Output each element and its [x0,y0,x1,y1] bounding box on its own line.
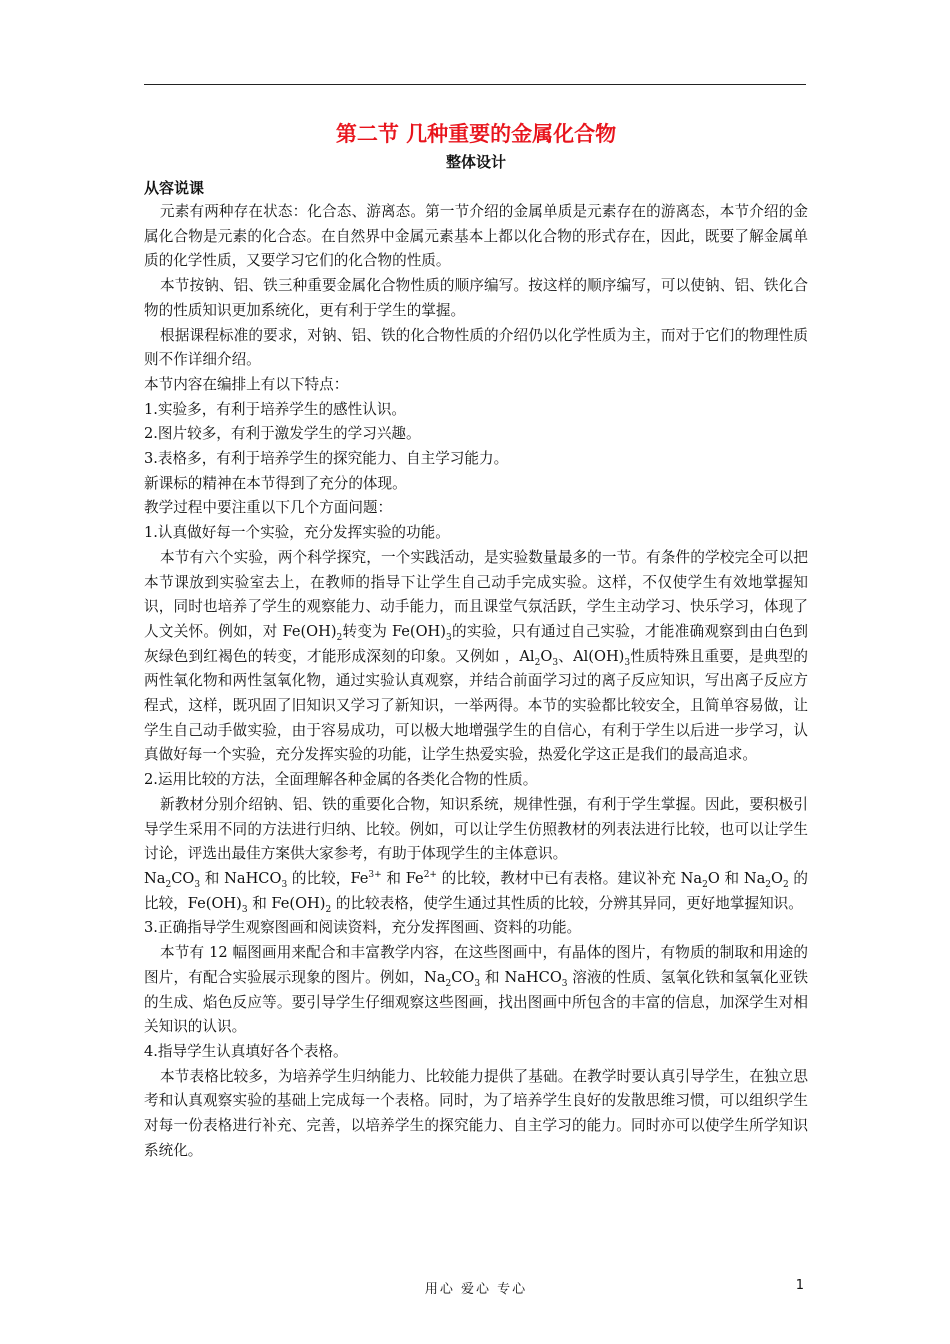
subscript: 3 [624,657,631,668]
footer-motto: 用心 爱心 专心 [424,1282,528,1297]
text-run: CO [171,869,195,887]
section-heading: 从容说课 [144,179,205,197]
text-run: O [771,869,783,887]
subscript: 2 [165,879,172,890]
text-run: 本节有 12 幅图画用来配合和丰富教学内容，在这些图画中，有晶体的图片，有物质的制取和用途的图片，有配合实验展示现象的图片。例如，Na [144,944,808,986]
paragraph-2: 本节按钠、铝、铁三种重要金属化合物性质的顺序编写。按这样的顺序编写，可以使钠、铝、铁化合物的性质知识更加系统化，更有利于学生的掌握。 [144,277,808,319]
list-item: 3.表格多，有利于培养学生的探究能力、自主学习能力。 [144,450,509,468]
text-run: Na [144,869,166,887]
issue-heading-3: 3.正确指导学生观察图画和阅读资料，充分发挥图画、资料的功能。 [144,919,582,937]
subscript: 2 [534,657,541,668]
text-run: O 和 Na [707,869,766,887]
text-run: 的比较，Fe(OH) [144,869,809,912]
issue-heading-2: 2.运用比较的方法，全面理解各种金属的各类化合物的性质。 [144,771,538,789]
list-item: 1.实验多，有利于培养学生的感性认识。 [144,400,407,418]
text-run: 的实验，只有通过自己实验，才能准确观察到由白色到灰绿色到红褐色的转变，才能形成深刻的印象。又例如 ，Al [144,622,808,665]
paragraph-pictures [144,941,808,1040]
subscript: 3 [561,978,568,989]
paragraph-3: 根据课程标准的要求，对钠、铝、铁的化合物性质的介绍仍以化学性质为主，而对于它们的物理性质则不作详细介绍。 [144,326,808,369]
text-run: 的比较表格，使学生通过其性质的比较，分辨其异同，更好地掌握知识。 [331,894,803,912]
subscript: 3 [445,632,452,643]
page-number: 1 [795,1278,804,1293]
summary-line: 新课标的精神在本节得到了充分的体现。 [144,474,407,492]
issue-heading-1: 1.认真做好每一个实验，充分发挥实验的功能。 [144,524,450,542]
text-run: 转变为 Fe(OH) [342,622,446,640]
list-intro: 本节内容在编排上有以下特点： [144,375,349,393]
subscript: 3 [552,657,559,668]
header-rule [144,84,806,85]
paragraph-comparison-tables [144,867,808,916]
text-run: 性质特殊且重要，是典型的两性氧化物和两性氢氧化物，通过实验认真观察，并结合前面学习过的离子反应知识，写出离子反应方程式，这样，既巩固了旧知识又学习了新知识，一举两得。本节的实验都比较安全，且简单容易做，让学生自己动手做实验，由于容易成功，可以极大地增强学生的自信心，有利于学生以后进一步学习，认真做好每一个实验，充分发挥实验的功能，让学生热爱实验，热爱化学这正是我们的最高追求。 [144,647,808,764]
superscript: 3+ [368,870,382,881]
superscript: 2+ [423,870,437,881]
paragraph-1: 元素有两种存在状态：化合态、游离态。第一节介绍的金属单质是元素存在的游离态，本节介绍的金属化合物是元素的化合态。在自然界中金属元素基本上都以化合物的形式存在，因此，既要了解金属单质的化学性质，又要学习它们的化合物的性质。 [144,203,808,270]
subscript: 2 [702,879,708,890]
text-run: 的比较，教材中已有表格。建议补充 Na [436,869,703,887]
paragraph-experiments [144,546,808,768]
subscript: 2 [336,632,343,643]
text-run: 和 NaHCO [480,968,562,986]
document-body [144,118,808,1163]
text-run: 本节有六个实验，两个科学探究，一个实践活动，是实验数量最多的一节。有条件的学校完全可以把本节课放到实验室去上，在教师的指导下让学生自己动手完成实验。这样，不仅使学生有效地掌握知识，同时也培养了学生的观察能力、动手能力，而且课堂气氛活跃，学生主动学习、快乐学习，体现了人文关怀。例如，对 Fe(OH) [144,548,808,640]
issue-heading-4: 4.指导学生认真填好各个表格。 [144,1042,348,1060]
subscript: 3 [194,879,201,890]
subscript: 2 [783,879,789,890]
subscript: 3 [474,978,481,989]
text-run: 溶液的性质、氢氧化铁和氢氧化亚铁的生成、焰色反应等。要引导学生仔细观察这些图画，找出图画中所包含的丰富的信息，加深学生对相关知识的认识。 [144,968,808,1036]
text-run: 、Al(OH) [558,647,625,665]
subscript: 2 [445,978,452,989]
paragraph-comparison: 新教材分别介绍钠、铝、铁的重要化合物，知识系统，规律性强，有利于学生掌握。因此，要积极引导学生采用不同的方法进行归纳、比较。例如，可以让学生仿照教材的列表法进行比较，也可以让学生讨论，评选出最佳方案供大家参考，有助于体现学生的主体意识。 [144,795,808,863]
issues-intro: 教学过程中要注重以下几个方面问题： [144,499,393,517]
text-run: 和 Fe(OH) [247,894,326,912]
text-run: 的比较，Fe [287,869,369,887]
subscript: 2 [325,904,332,915]
text-run: O [540,647,553,665]
list-item: 2.图片较多，有利于激发学生的学习兴趣。 [144,425,421,443]
paragraph-tables: 本节表格比较多，为培养学生归纳能力、比较能力提供了基础。在教学时要认真引导学生，在独立思考和认真观察实验的基础上完成每一个表格。同时，为了培养学生良好的发散思维习惯，可以组织学生对每一份表格进行补充、完善，以培养学生的探究能力、自主学习的能力。同时亦可以使学生所学知识系统化。 [144,1067,808,1159]
subscript: 3 [281,879,288,890]
text-run: 和 Fe [381,869,424,887]
page-subtitle: 整体设计 [445,153,506,171]
text-run: CO [451,968,475,986]
subscript: 3 [241,904,248,915]
text-run: 和 NaHCO [200,869,282,887]
subscript: 2 [765,879,772,890]
page-title: 第二节 几种重要的金属化合物 [335,121,617,146]
